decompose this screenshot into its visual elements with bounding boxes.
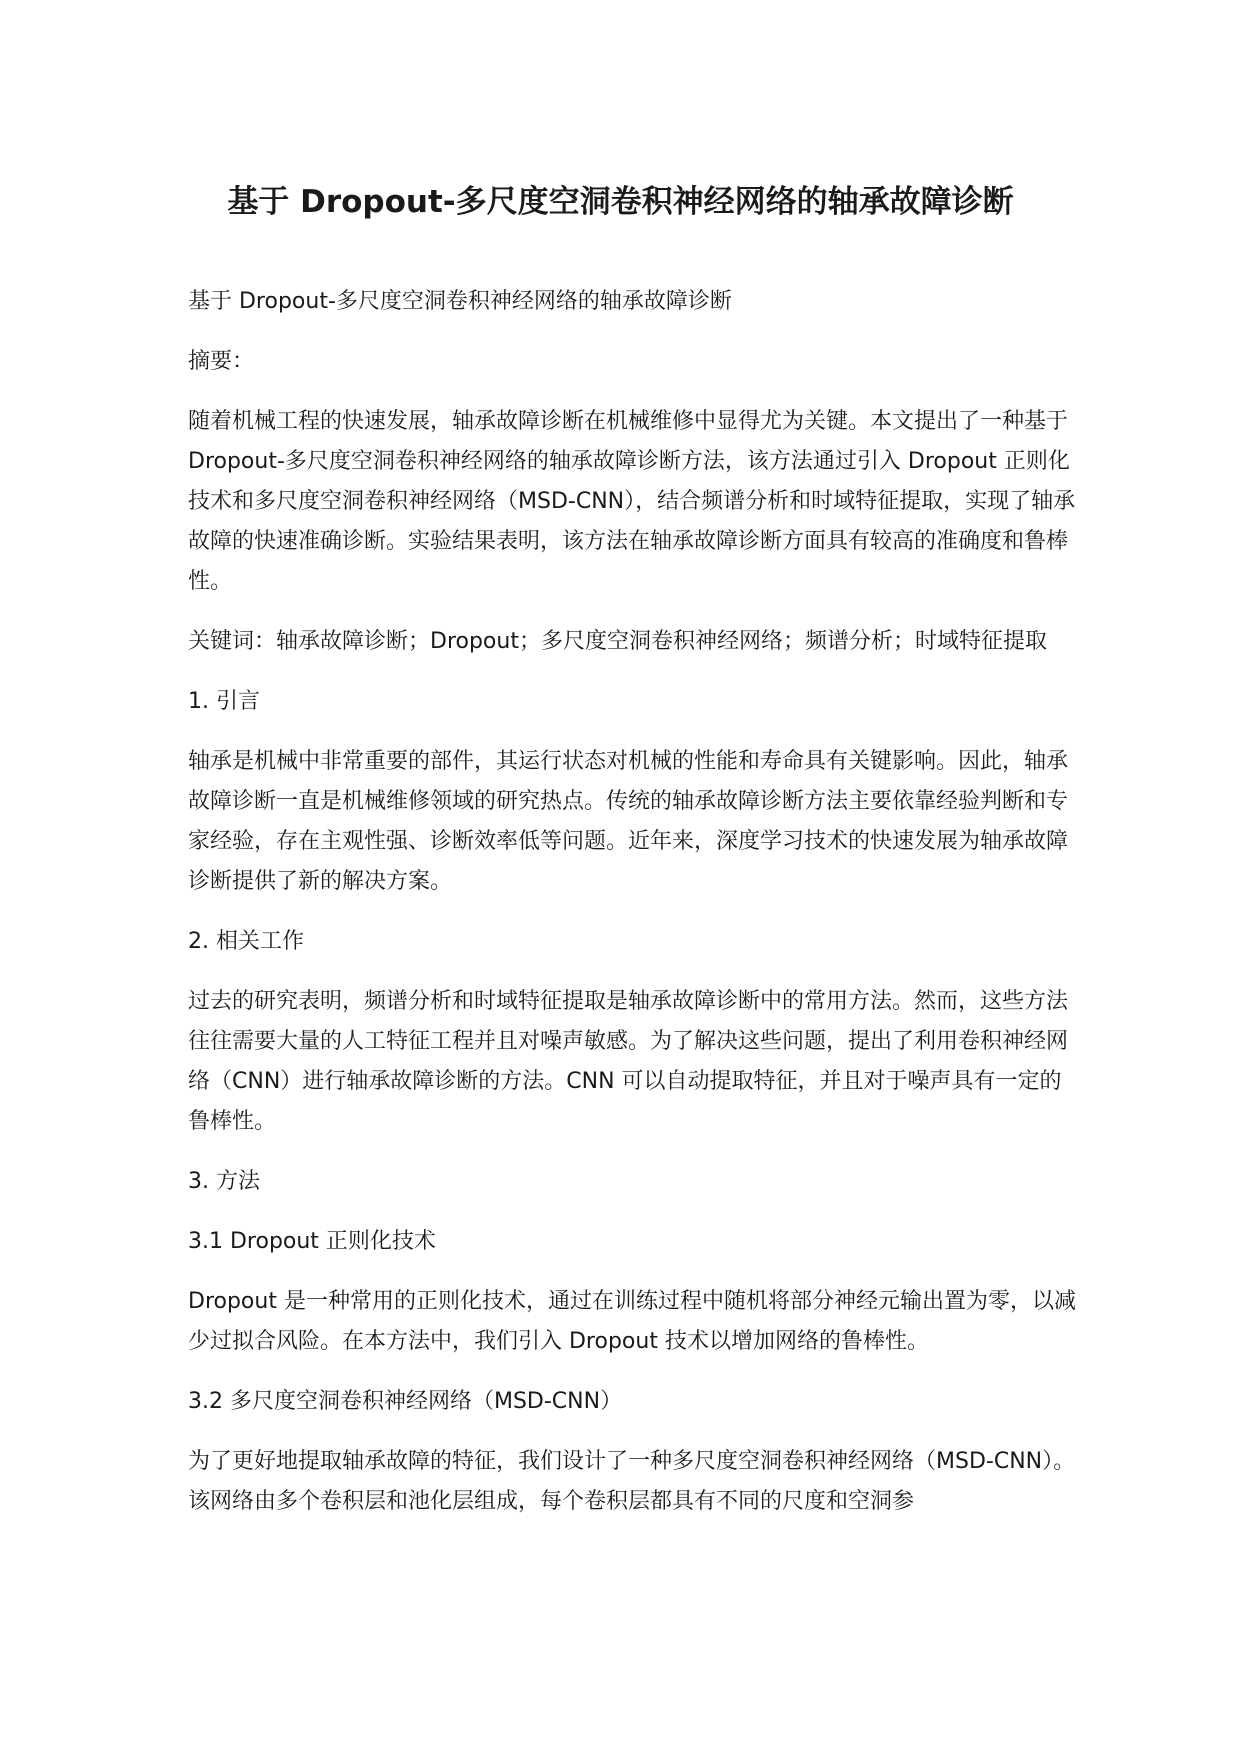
document-title: 基于 Dropout-多尺度空洞卷积神经网络的轴承故障诊断	[227, 184, 1014, 220]
section-2-text: 过去的研究表明，频谱分析和时域特征提取是轴承故障诊断中的常用方法。然而，这些方法往往需要大量的人工特征工程并且对噪声敏感。为了解决这些问题，提出了利用卷积神经网络（CNN）进行轴承故障诊断的方法。CNN 可以自动提取特征，并且对于噪声具有一定的鲁棒性。	[188, 989, 1069, 1134]
section-3-2-text: 为了更好地提取轴承故障的特征，我们设计了一种多尺度空洞卷积神经网络（MSD-CNN）。该网络由多个卷积层和池化层组成，每个卷积层都具有不同的尺度和空洞参	[188, 1449, 1076, 1514]
section-3-heading: 3. 方法	[188, 1169, 260, 1194]
abstract-text: 随着机械工程的快速发展，轴承故障诊断在机械维修中显得尤为关键。本文提出了一种基于 Dropout-多尺度空洞卷积神经网络的轴承故障诊断方法，该方法通过引入 Dropout 正则化技术和多尺度空洞卷积神经网络（MSD-CNN），结合频谱分析和时域特征提取，实现了轴承故障的快速准确诊断。实验结果表明，该方法在轴承故障诊断方面具有较高的准确度和鲁棒性。	[188, 409, 1076, 594]
abstract-label: 摘要：	[188, 349, 255, 374]
section-3-1-text: Dropout 是一种常用的正则化技术，通过在训练过程中随机将部分神经元输出置为零，以减少过拟合风险。在本方法中，我们引入 Dropout 技术以增加网络的鲁棒性。	[188, 1289, 1076, 1354]
section-3-2-heading: 3.2 多尺度空洞卷积神经网络（MSD-CNN）	[188, 1389, 623, 1414]
section-1-heading: 1. 引言	[188, 689, 260, 714]
section-2-heading: 2. 相关工作	[188, 929, 304, 954]
document-subtitle: 基于 Dropout-多尺度空洞卷积神经网络的轴承故障诊断	[188, 289, 732, 314]
keywords: 关键词：轴承故障诊断；Dropout；多尺度空洞卷积神经网络；频谱分析；时域特征提取	[188, 629, 1047, 654]
section-1-text: 轴承是机械中非常重要的部件，其运行状态对机械的性能和寿命具有关键影响。因此，轴承故障诊断一直是机械维修领域的研究热点。传统的轴承故障诊断方法主要依靠经验判断和专家经验，存在主观性强、诊断效率低等问题。近年来，深度学习技术的快速发展为轴承故障诊断提供了新的解决方案。	[188, 749, 1069, 894]
document-body	[188, 282, 1078, 1542]
section-3-1-heading: 3.1 Dropout 正则化技术	[188, 1229, 436, 1254]
